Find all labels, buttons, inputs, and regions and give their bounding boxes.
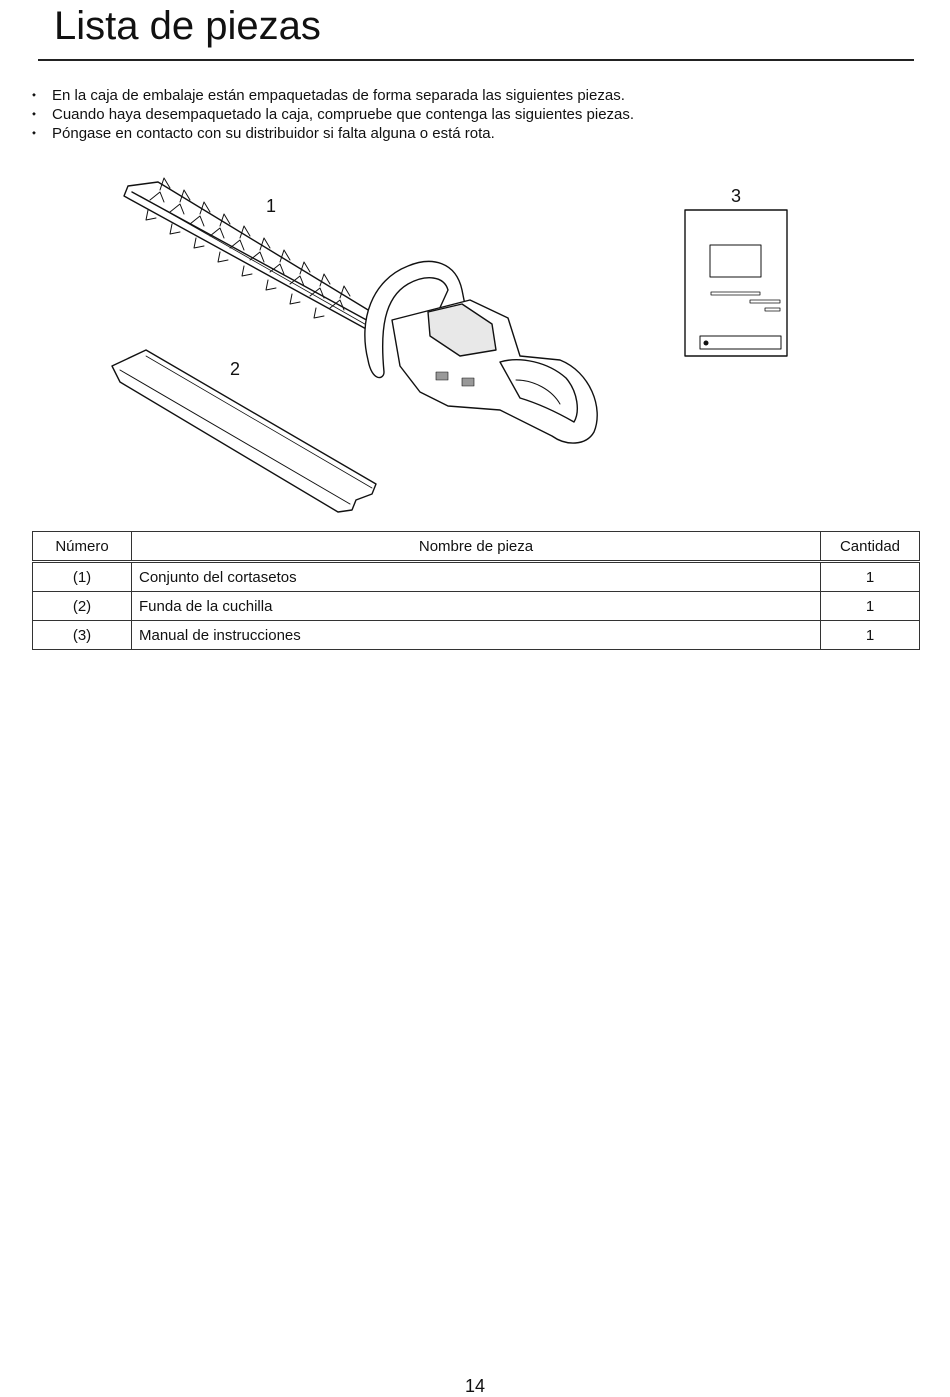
callout-3: 3 [731,186,742,206]
blade-cover [112,350,376,512]
instruction-text: Póngase en contacto con su distribuidor si falta alguna o está rota. [52,125,495,142]
hedge-trimmer-blade [124,178,378,330]
instruction-item [30,86,634,105]
instruction-text: Cuando haya desempaquetado la caja, compruebe que contenga las siguientes piezas. [52,106,635,123]
instruction-manual [685,210,787,356]
cell-part-name: Conjunto del cortasetos [132,562,821,592]
cell-number: (1) [33,562,132,592]
cell-quantity: 1 [821,562,920,592]
cell-number: (3) [33,621,132,650]
table-row [33,562,920,592]
bullet-icon: ⬩ [32,127,36,139]
table-header-row [33,532,920,562]
cell-part-name: Manual de instrucciones [132,621,821,650]
header-quantity: Cantidad [821,532,920,562]
instruction-text: En la caja de embalaje están empaquetadas de forma separada las siguientes piezas. [52,87,625,104]
callout-2: 2 [230,359,241,379]
title-divider [38,59,914,61]
header-part-name: Nombre de pieza [132,532,821,562]
table-row [33,592,920,621]
instruction-list [30,86,634,143]
bullet-icon: ⬩ [32,108,36,120]
instruction-item [30,124,634,143]
cell-quantity: 1 [821,621,920,650]
cell-number: (2) [33,592,132,621]
motor-housing [392,300,597,443]
table-row [33,621,920,650]
parts-table [32,531,920,650]
bullet-icon: ⬩ [32,89,36,101]
parts-illustration [100,170,800,520]
instruction-item [30,105,634,124]
cell-quantity: 1 [821,592,920,621]
page-number: 14 [464,1376,486,1396]
callout-1: 1 [266,196,277,216]
cell-part-name: Funda de la cuchilla [132,592,821,621]
page-title: Lista de piezas [54,4,321,48]
header-number: Número [33,532,132,562]
